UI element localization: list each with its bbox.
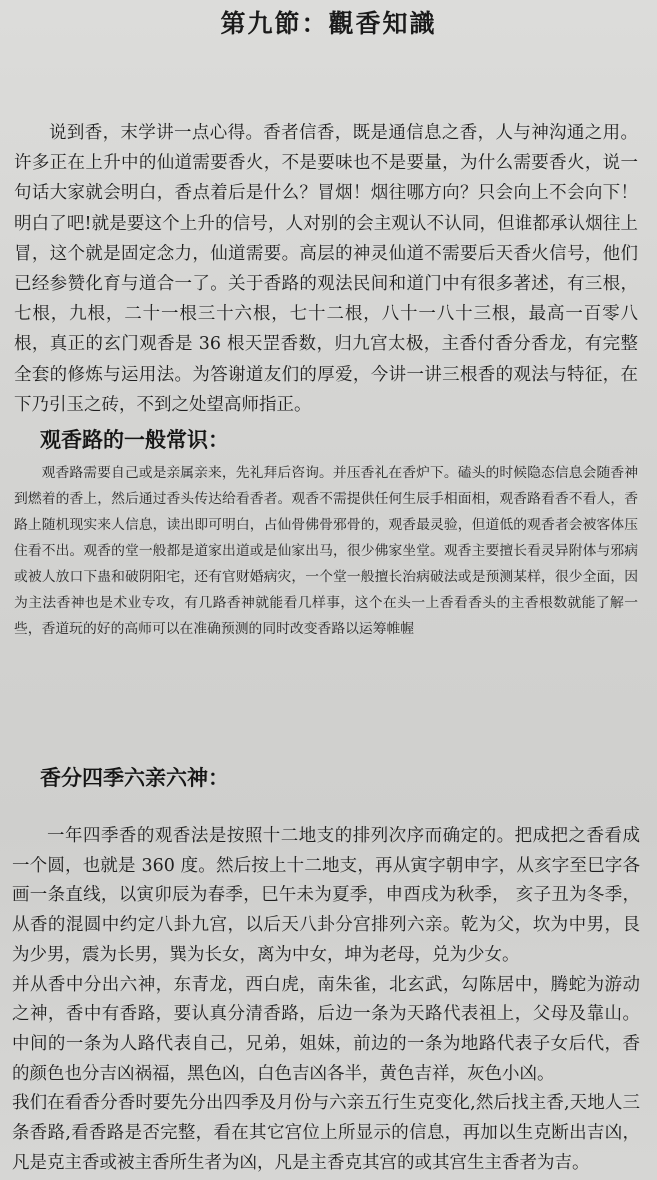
intro-paragraph: 说到香，末学讲一点心得。香者信香，既是通信息之香，人与神沟通之用。许多正在上升中的仙道需要香火，不是要味也不是要量，为什么需要香火，说一句话大家就会明白，香点着后是什么？冒烟！烟往哪方向？只会向上不会向下！明白了吧!就是要这个上升的信号，人对别的会主观认不认同，但谁都承认烟往上冒，这个就是固定念力，仙道需要。高层的神灵仙道不需要后天香火信号，他们已经参赞化育与道合一了。关于香路的观法民间和道门中有很多著述，有三根，七根，九根，二十一根三十六根，七十二根，八十一八十三根，最高一百零八根，真正的玄门观香是 36 根天罡香数，归九宫太极，主香付香分香龙，有完整全套的修炼与运用法。为答谢道友们的厚爱，今讲一讲三根香的观法与特征，在下乃引玉之砖，不到之处望高师指正。 xyxy=(14,123,638,415)
seasons-paragraph-3: 我们在看香分香时要先分出四季及月份与六亲五行生克变化,然后找主香,天地人三条香路,看香路是否完整，看在其它宫位上所显示的信息，再加以生克断出吉凶，凡是克主香或被主香所生者为凶，凡是主香克其宫的或其宫生主香者为吉。 xyxy=(12,1093,640,1173)
seasons-body xyxy=(12,822,640,1178)
section-heading-general: 观香路的一般常识： xyxy=(40,427,229,452)
section-heading-seasons: 香分四季六亲六神： xyxy=(40,765,229,790)
seasons-paragraph-2: 并从香中分出六神，东青龙，西白虎，南朱雀，北玄武，勾陈居中，腾蛇为游动之神，香中有香路，要认真分清香路，后边一条为天路代表祖上，父母及靠山。中间的一条为人路代表自己，兄弟，姐妹，前边的一条为地路代表子女后代，香的颜色也分吉凶祸福，黑色凶，白色吉凶各半，黄色吉祥，灰色小凶。 xyxy=(12,974,640,1084)
seasons-paragraph-1: 一年四季香的观香法是按照十二地支的排列次序而确定的。把成把之香看成一个圆，也就是 360 度。然后按上十二地支，再从寅字朝申字，从亥字至巳字各画一条直线，以寅卯辰为春季，巳午未为夏季，申酉戌为秋季， 亥子丑为冬季，从香的混圆中约定八卦九宫，以后天八卦分宫排列六亲。乾为父，坎为中男，艮为少男，震为长男，巽为长女，离为中女，坤为老母，兑为少女。 xyxy=(12,826,640,965)
chapter-title: 第九節：觀香知識 xyxy=(220,9,437,38)
general-knowledge-paragraph: 观香路需要自己或是亲属亲来，先礼拜后咨询。并压香礼在香炉下。磕头的时候隐态信息会随香神到燃着的香上，然后通过香头传达给看香者。观香不需提供任何生辰手相面相，观香路看香不看人，香路上随机现实来人信息，读出即可明白，占仙骨佛骨邪骨的，观香最灵验，但道低的观香者会被客体压住看不出。观香的堂一般都是道家出道或是仙家出马，很少佛家坐堂。观香主要擅长看灵异附体与邪病或被人放口下蛊和破阴阳宅，还有官财婚病灾，一个堂一般擅长治病破法或是预测某样，很少全面，因为主法香神也是术业专攻，有几路香神就能看几样事，这个在头一上香看香头的主香根数就能了解一些，香道玩的好的高师可以在准确预测的同时改变香路以运筹帷幄 xyxy=(14,465,638,637)
